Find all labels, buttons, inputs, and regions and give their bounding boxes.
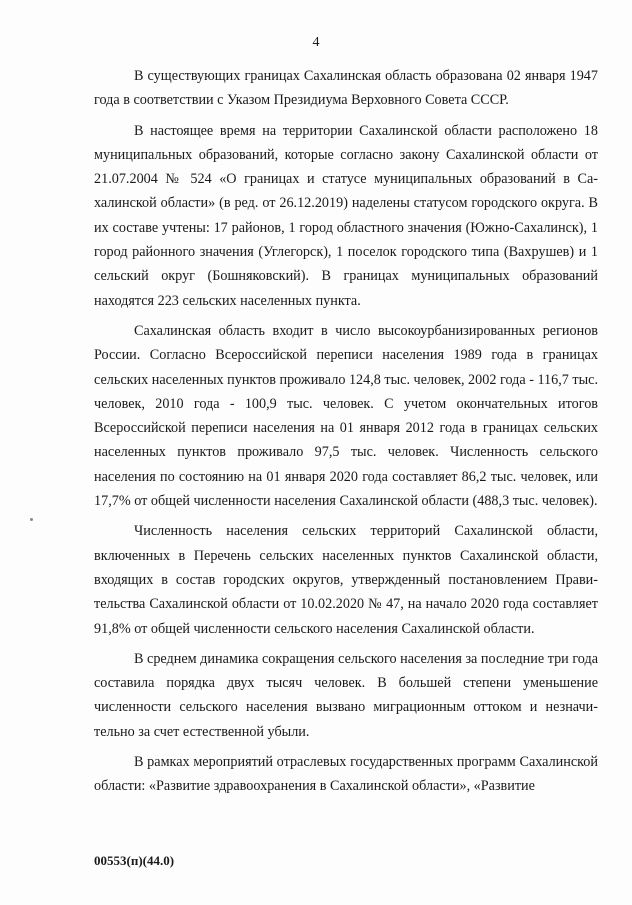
margin-dot (30, 518, 33, 521)
paragraph-municipalities: В настоящее время на территории Сахалинской области расположено 18 муниципальных образований, которые согласно закону Сахалинской области от 21.07.2004 № 524 «О границах и статусе муниципальных образований в Сахалинской области» (в ред. от 26.12.2019) наделены статусом городского округа. В их составе учтены: 17 районов, 1 город областного значения (Южно-Сахалинск), 1 город районного значения (Углегорск), 1 поселок городского типа (Вахрушев) и 1 сельский округ (Бошняковский). В границах муниципальных образований находятся 223 сельских населенных пункта. (94, 122, 598, 309)
footer-document-code: 00553(п)(44.0) (94, 853, 175, 868)
document-body (94, 64, 598, 805)
paragraph-population-census: Сахалинская область входит в число высокоурбанизированных регионов России. Согласно Всероссийской переписи населения 1989 года в границах сельских населенных пунктов проживало 124,8 тыс. человек, 2002 года - 116,7 тыс. человек, 2010 года - 100,9 тыс. человек. С учетом окончательных итогов Всероссийской переписи населения на 01 января 2012 года в границах сельских населенных пунктов проживало 97,5 тыс. человек. Численность сельского населения по состоянию на 01 января 2020 года составляет 86,2 тыс. человек, или 17,7% от общей численности населения Сахалинской области (488,3 тыс. человек). (94, 322, 598, 510)
paragraph-rural-territories: Численность населения сельских территорий Сахалинской области, включенных в Перечень сельских населенных пунктов Сахалинской области, входящих в состав городских округов, утвержденный постановлением Правительства Сахалинской области от 10.02.2020 № 47, на начало 2020 года составляет 91,8% от общей численности сельского населения Сахалинской области. (94, 523, 598, 637)
paragraph-state-programs: В рамках мероприятий отраслевых государственных программ Сахалинской области: «Развитие здравоохранения в Сахалинской области», «Развитие (94, 754, 598, 795)
paragraph-formation: В существующих границах Сахалинская область образована 02 января 1947 года в соответствии с Указом Президиума Верховного Совета СССР. (94, 68, 598, 109)
paragraph-population-decline: В среднем динамика сокращения сельского населения за последние три года составила порядка двух тысяч человек. В большей степени уменьшение численности сельского населения вызвано миграционным оттоком и незначительно за счет естественной убыли. (94, 650, 598, 740)
page-number: 4 (312, 35, 320, 50)
